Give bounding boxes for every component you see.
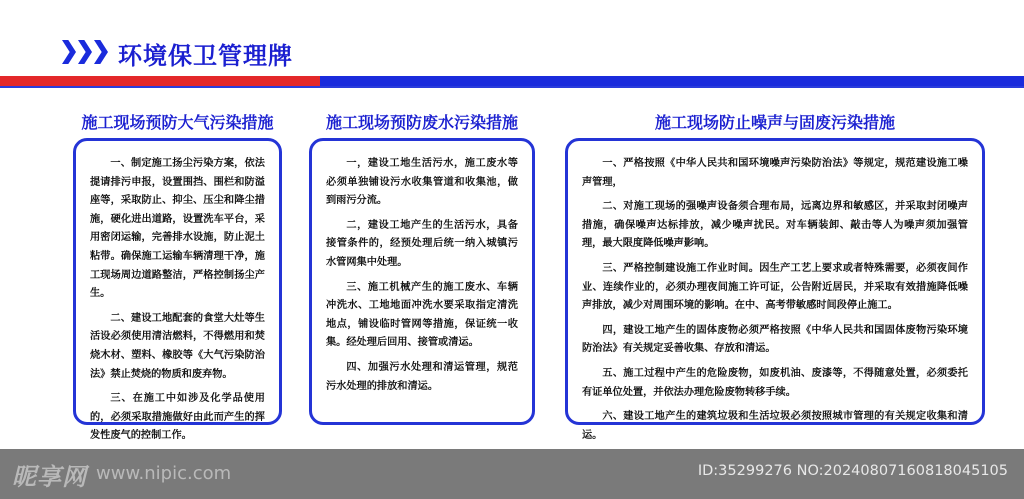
watermark-logo: 昵享网: [12, 463, 87, 491]
paragraph: 五、施工过程中产生的危险废物，如废机油、废漆等，不得随意处置，必须委托有证单位处置，并依法办理危险废物转移手续。: [582, 367, 968, 398]
paragraph: 四、加强污水处理和清运管理，规范污水处理的排放和清运。: [326, 361, 518, 392]
paragraph: 二、对施工现场的强噪声设备须合理布局，远离边界和敏感区，并采取封闭噪声措施，确保噪声达标排放，减少噪声扰民。对车辆装卸、敲击等人为噪声须加强管理，最大限度降低噪声影响。: [582, 201, 968, 250]
paragraph: 四，建设工地产生的固体废物必须严格按照《中华人民共和国固体废物污染环境防治法》有关规定妥善收集、存放和清运。: [582, 324, 968, 355]
column-title-noise-waste: 施工现场防止噪声与固废污染措施: [654, 113, 895, 132]
panel-air-pollution: [73, 138, 282, 442]
watermark-footer: [0, 449, 1024, 499]
paragraph: 三、施工机械产生的施工废水、车辆冲洗水、工地地面冲洗水要采取指定清洗地点，铺设临时管网等措施，保证统一收集。经处理后回用、接管或清运。: [326, 281, 518, 349]
paragraph: 三、严格控制建设施工作业时间。因生产工艺上要求或者特殊需要，必须夜间作业、连续作业的，必须办理夜间施工许可证，公告附近居民，并采取有效措施降低噪声排放，减少对周围环境的影响。在中、高考带敏感时间段停止施工。: [582, 262, 968, 312]
thin-blue-line: [0, 86, 1024, 88]
red-divider-bar: [0, 76, 320, 86]
paragraph: 三、在施工中如涉及化学品使用的，必须采取措施做好由此而产生的挥发性废气的控制工作。: [90, 393, 265, 442]
panel-water-pollution: [309, 138, 535, 425]
paragraph: 一、制定施工扬尘污染方案，依法提请排污申报，设置围挡、围栏和防溢座等，采取防止、抑尘、压尘和降尘措施，硬化进出道路，设置洗车平台，采用密闭运输，完善排水设施，防止泥土粘带。确保施工运输车辆清理干净，施工现场周边道路整洁，严格控制扬尘产生。: [90, 158, 265, 300]
header: [0, 0, 1024, 90]
paragraph: 二，建设工地产生的生活污水，具备接管条件的，经预处理后统一纳入城镇污水管网集中处理。: [326, 219, 518, 268]
paragraph: 一，建设工地生活污水，施工废水等必须单独铺设污水收集管道和收集池，做到雨污分流。: [326, 158, 518, 207]
page-title: 环境保卫管理牌: [118, 42, 293, 70]
watermark-id: ID:35299276 NO:20240807160818045105: [697, 463, 1008, 479]
panel-noise-waste-pollution: [565, 138, 985, 441]
paragraph: 二、建设工地配套的食堂大灶等生活设必须使用清洁燃料，不得燃用和焚烧木材、塑料、橡胶等《大气污染防治法》禁止焚烧的物质和废弃物。: [90, 312, 265, 380]
blue-divider-bar: [320, 76, 1024, 86]
column-title-air: 施工现场预防大气污染措施: [81, 113, 274, 132]
column-title-water: 施工现场预防废水污染措施: [325, 113, 518, 132]
triple-chevron-icon: [62, 40, 108, 64]
paragraph: 六、建设工地产生的建筑垃圾和生活垃圾必须按照城市管理的有关规定收集和清运。: [582, 411, 968, 441]
paragraph: 一、严格按照《中华人民共和国环境噪声污染防治法》等规定，规范建设施工噪声管理，: [582, 158, 968, 188]
watermark-url: www.nipic.com: [96, 463, 232, 484]
